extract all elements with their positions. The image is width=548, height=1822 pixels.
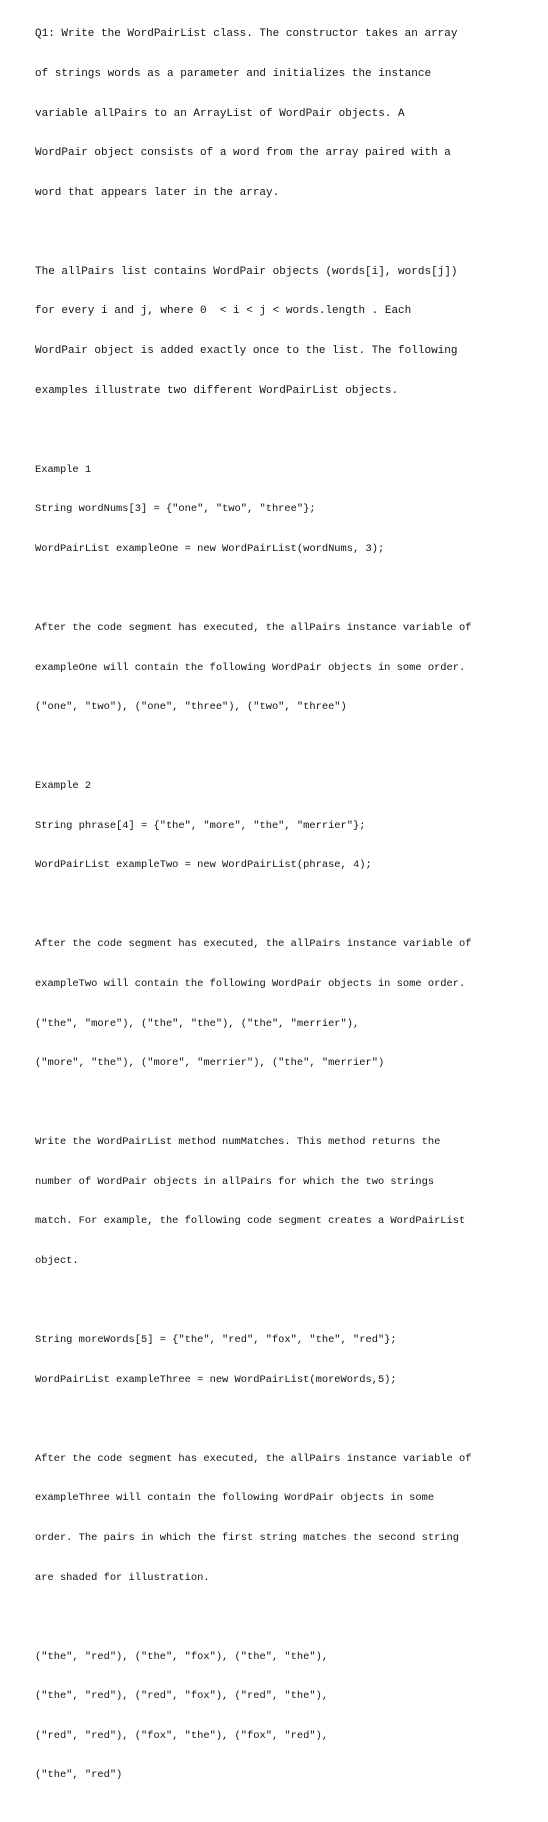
intro-paragraph: [35, 2, 545, 226]
text-line: examples illustrate two different WordPairList objects.: [35, 384, 399, 397]
text-line: exampleTwo will contain the following WordPair objects in some order.: [35, 978, 466, 991]
text-line: Q1: Write the WordPairList class. The constructor takes an array: [35, 28, 458, 41]
code-line: String wordNums[3] = {"one", "two", "three"};: [35, 503, 316, 516]
example-1-code: [35, 437, 545, 582]
example-heading: Example 2: [35, 780, 92, 793]
text-line: for every i and j, where 0 < i < j < words.length . Each: [35, 305, 412, 318]
example-2-result: [35, 912, 545, 1097]
pairs-line: ("one", "two"), ("one", "three"), ("two", "three"): [35, 701, 347, 714]
text-line: object.: [35, 1255, 79, 1268]
code-line: String moreWords[5] = {"the", "red", "fox", "the", "red"};: [35, 1334, 397, 1347]
text-line: After the code segment has executed, the allPairs instance variable of: [35, 621, 472, 634]
example-3-result: [35, 1426, 545, 1611]
question-document: [35, 2, 545, 1822]
nummatches-description-paragraph: [35, 1110, 545, 1295]
text-line: variable allPairs to an ArrayList of WordPair objects. A: [35, 107, 405, 120]
pairs-line: ("the", "red"), ("red", "fox"), ("red", "the"),: [35, 1690, 329, 1703]
example-3-code: [35, 1308, 545, 1414]
pairs-line: ("the", "red"), ("the", "fox"), ("the", "the"),: [35, 1650, 329, 1663]
text-line: WordPair object is added exactly once to the list. The following: [35, 345, 458, 358]
example-1-result: [35, 596, 545, 741]
text-line: After the code segment has executed, the allPairs instance variable of: [35, 938, 472, 951]
text-line: The allPairs list contains WordPair objects (words[i], words[j]): [35, 265, 458, 278]
code-line: WordPairList exampleThree = new WordPairList(moreWords,5);: [35, 1373, 397, 1386]
text-line: WordPair object consists of a word from the array paired with a: [35, 147, 451, 160]
text-line: number of WordPair objects in allPairs for which the two strings: [35, 1175, 435, 1188]
text-line: order. The pairs in which the first string matches the second string: [35, 1531, 460, 1544]
example-3-pairs: [35, 1624, 545, 1809]
pairs-line: ("the", "red"): [35, 1769, 123, 1782]
text-line: are shaded for illustration.: [35, 1571, 210, 1584]
pairs-line: ("red", "red"), ("fox", "the"), ("fox", "red"),: [35, 1729, 329, 1742]
allpairs-description-paragraph: [35, 239, 545, 424]
pairs-line: ("the", "more"), ("the", "the"), ("the", "merrier"),: [35, 1017, 360, 1030]
text-line: After the code segment has executed, the allPairs instance variable of: [35, 1452, 472, 1465]
example-heading: Example 1: [35, 463, 92, 476]
pairs-line: ("more", "the"), ("more", "merrier"), ("the", "merrier"): [35, 1057, 385, 1070]
text-line: exampleThree will contain the following WordPair objects in some: [35, 1492, 435, 1505]
code-line: WordPairList exampleTwo = new WordPairList(phrase, 4);: [35, 859, 372, 872]
text-line: Write the WordPairList method numMatches. This method returns the: [35, 1136, 441, 1149]
text-line: match. For example, the following code segment creates a WordPairList: [35, 1215, 466, 1228]
code-line: String phrase[4] = {"the", "more", "the", "merrier"};: [35, 819, 366, 832]
text-line: of strings words as a parameter and initializes the instance: [35, 68, 432, 81]
example-2-code: [35, 754, 545, 899]
text-line: exampleOne will contain the following WordPair objects in some order.: [35, 661, 466, 674]
text-line: word that appears later in the array.: [35, 186, 280, 199]
code-line: WordPairList exampleOne = new WordPairList(wordNums, 3);: [35, 542, 385, 555]
